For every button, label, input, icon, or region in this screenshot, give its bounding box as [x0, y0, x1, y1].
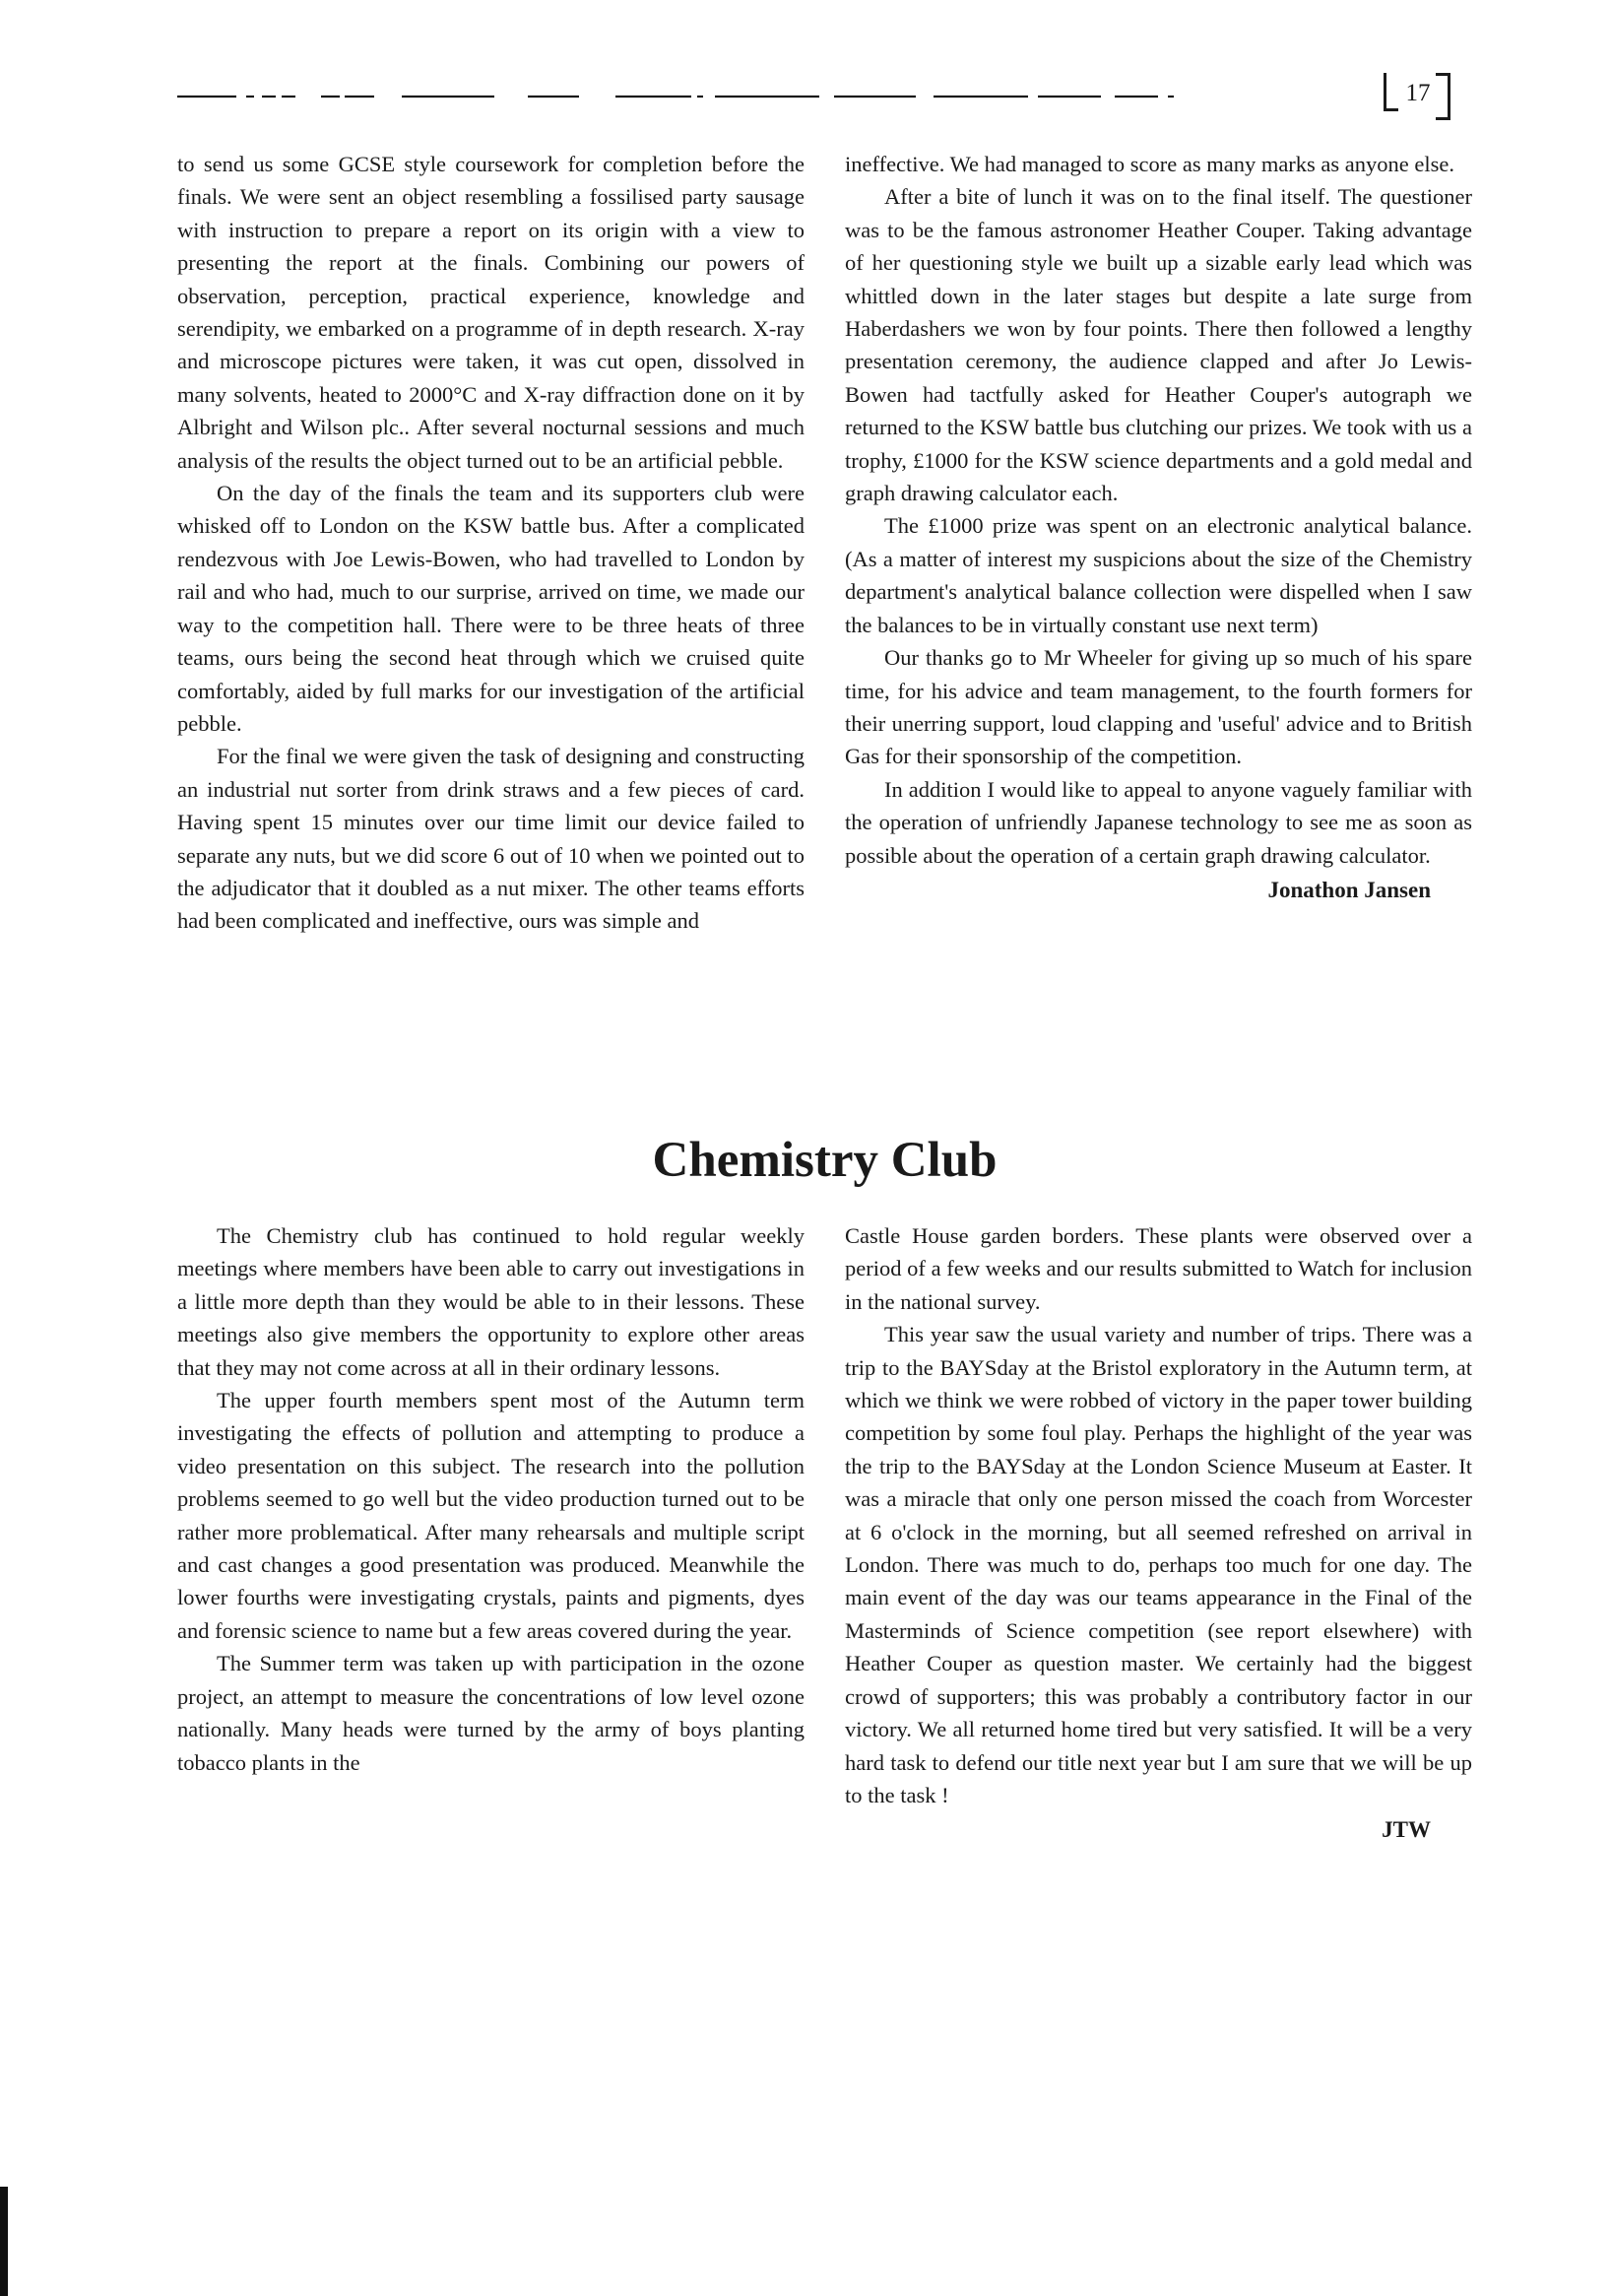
article1-paragraph: ineffective. We had managed to score as many marks as anyone else. [845, 152, 1455, 176]
section-heading: Chemistry Club [652, 1133, 998, 1188]
article1-paragraph: In addition I would like to appeal to anyone vaguely familiar with the operation of unfriendly Japanese technology to see me as soon as possible about the operation of a certain graph drawing calculator. [845, 776, 1472, 868]
article1-paragraph: The £1000 prize was spent on an electronic analytical balance. (As a matter of interest my suspicions about the size of the Chemistry department's analytical balance collection were dispelled when I saw the balances to be in virtually constant use next term) [845, 513, 1472, 637]
article2-author: JTW [1382, 1817, 1431, 1843]
article1-paragraph: Our thanks go to Mr Wheeler for giving up so much of his spare time, for his advice and team management, to the fourth formers for their unerring support, loud clapping and 'useful' advice and to British Gas for their sponsorship of the competition. [845, 645, 1472, 769]
scan-edge-mark [0, 2187, 8, 2296]
article2-paragraph: This year saw the usual variety and number of trips. There was a trip to the BAYSday at the Bristol exploratory in the Autumn term, at which we think we were robbed of victory in the paper tower building competition by some foul play. Perhaps the highlight of the year was the trip to the BAYSday at the London Science Museum at Easter. It was a miracle that only one person missed the coach from Worcester at 6 o'clock in the morning, but all seemed refreshed on arrival in London. There was much to do, perhaps too much for one day. The main event of the day was our teams appearance in the Final of the Masterminds of Science competition (see report elsewhere) with Heather Couper as question master. We certainly had the biggest crowd of supporters; this was probably a contributory factor in our victory. We all returned home tired but very satisfied. It will be a very hard task to defend our title next year but I am sure that we will be up to the task ! [845, 1322, 1472, 1807]
article1-paragraph: to send us some GCSE style coursework for completion before the finals. We were sent an object resembling a fossilised party sausage with instruction to prepare a report on its origin with a view to presenting the report at the finals. Combining our powers of observation, perception, practical experience, knowledge and serendipity, we embarked on a programme of in depth research. X-ray and microscope pictures were taken, it was cut open, dissolved in many solvents, heated to 2000°C and X-ray diffraction done on it by Albright and Wilson plc.. After several nocturnal sessions and much analysis of the results the object turned out to be an artificial pebble. [177, 152, 805, 473]
article2-column-right [845, 1219, 1472, 1847]
page-number-bracket-left [1384, 73, 1398, 111]
article2-paragraph: Castle House garden borders. These plants were observed over a period of a few weeks and our results submitted to Watch for inclusion in the national survey. [845, 1223, 1472, 1314]
article2-paragraph: The Chemistry club has continued to hold regular weekly meetings where members have been able to carry out investigations in a little more depth than they would be able to in their lessons. These meetings also give members the opportunity to explore other areas that they may not come across at all in their ordinary lessons. [177, 1223, 805, 1380]
article1-paragraph: For the final we were given the task of designing and constructing an industrial nut sorter from drink straws and a few pieces of card. Having spent 15 minutes over our time limit our device failed to separate any nuts, but we did score 6 out of 10 when we pointed out to the adjudicator that it doubled as a nut mixer. The other teams efforts had been complicated and ineffective, ours was simple and [177, 744, 805, 934]
article1-column-right [845, 148, 1472, 906]
article2-paragraph: The upper fourth members spent most of the Autumn term investigating the effects of pollution and attempting to produce a video presentation on this subject. The research into the pollution problems seemed to go well but the video production turned out to be rather more problematical. After many rehearsals and multiple script and cast changes a good presentation was produced. Meanwhile the lower fourths were investigating crystals, paints and pigments, dyes and forensic science to name but a few areas covered during the year. [177, 1388, 805, 1643]
page-number-text: 17 [1405, 80, 1431, 106]
article1-paragraph: On the day of the finals the team and its supporters club were whisked off to London on the KSW battle bus. After a complicated rendezvous with Joe Lewis-Bowen, who had travelled to London by rail and who had, much to our surprise, arrived on time, we made our way to the competition hall. There were to be three heats of three teams, ours being the second heat through which we cruised quite comfortably, aided by full marks for our investigation of the artificial pebble. [177, 481, 805, 736]
article2-paragraph: The Summer term was taken up with participation in the ozone project, an attempt to measure the concentrations of low level ozone nationally. Many heads were turned by the army of boys planting tobacco plants in the [177, 1651, 805, 1775]
page-number-bracket-right [1436, 73, 1450, 120]
article2-column-left [177, 1219, 805, 1779]
header-rule [177, 93, 1384, 100]
article1-author: Jonathon Jansen [1267, 877, 1431, 902]
article1-column-left [177, 148, 805, 938]
page-number [1384, 69, 1452, 118]
article1-paragraph: After a bite of lunch it was on to the final itself. The questioner was to be the famous astronomer Heather Couper. Taking advantage of her questioning style we built up a sizable early lead which was whittled down in the later stages but despite a late surge from Haberdashers we won by four points. There then followed a lengthy presentation ceremony, the audience clapped and after Jo Lewis-Bowen had tactfully asked for Heather Couper's autograph we returned to the KSW battle bus clutching our prizes. We took with us a trophy, £1000 for the KSW science departments and a gold medal and graph drawing calculator each. [845, 184, 1472, 506]
